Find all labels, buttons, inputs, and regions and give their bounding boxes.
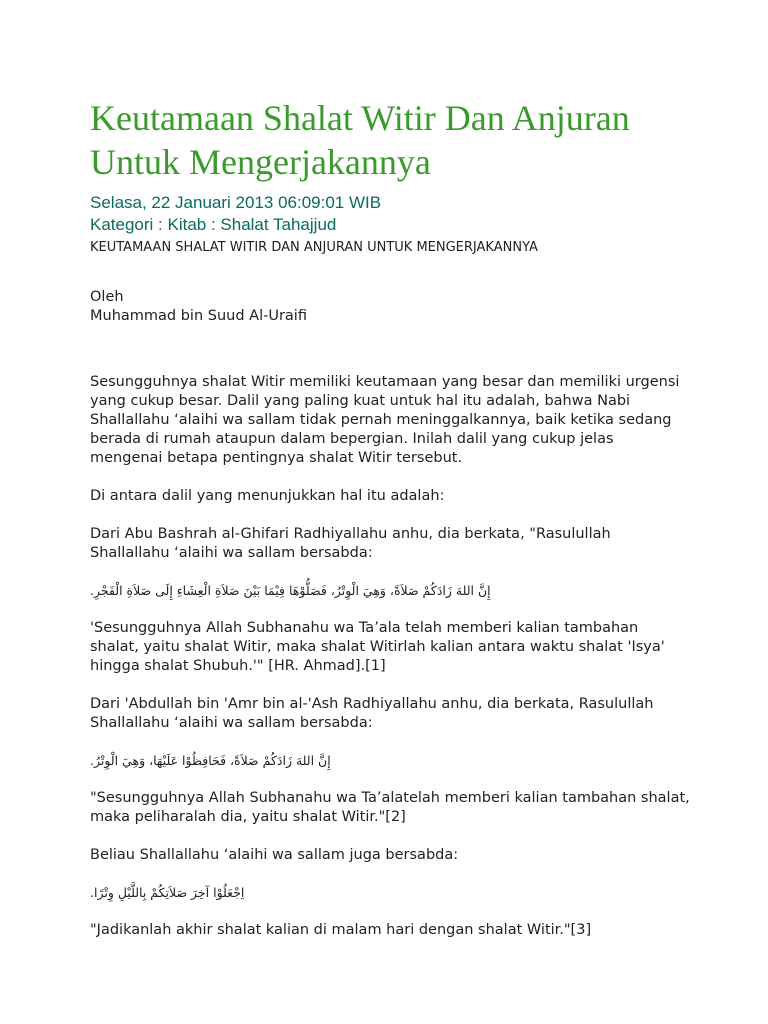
hadith1-translation: 'Sesungguhnya Allah Subhanahu wa Ta’ala telah memberi kalian tambahan shalat, yaitu shalat Witir, maka shalat Witirlah kalian antara waktu shalat 'Isya' hingga shalat Shubuh.'" [HR. Ahmad].[1] xyxy=(90,620,665,674)
hadith1-arabic: إِنَّ اللهَ زَادَكُمْ صَلاَةً، وَهِيَ الْوِتْرُ، فَصَلُّوْهَا فِيْمَا بَيْنَ صَلاَةِ الْعِشَاءِ إِلَى صَلاَةِ الْفَجْرِ. xyxy=(90,583,491,598)
hadith3-intro: Beliau Shallallahu ‘alaihi wa sallam juga bersabda: xyxy=(90,847,459,863)
author-name: Muhammad bin Suud Al-Uraifi xyxy=(90,308,307,324)
hadith2-translation: "Sesungguhnya Allah Subhanahu wa Ta’alatelah memberi kalian tambahan shalat, maka peliharalah dia, yaitu shalat Witir."[2] xyxy=(90,790,690,825)
dalil-intro-paragraph: Di antara dalil yang menunjukkan hal itu adalah: xyxy=(90,488,445,504)
hadith2-intro: Dari 'Abdullah bin 'Amr bin al-'Ash Radhiyallahu anhu, dia berkata, Rasulullah Shallallahu ‘alaihi wa sallam bersabda: xyxy=(90,696,654,731)
author-block xyxy=(90,288,690,326)
hadith3-arabic: اِجْعَلُوْا آخِرَ صَلاَتِكُمْ بِاللَّيْلِ وِتْرًا. xyxy=(90,885,245,900)
article-title: Keutamaan Shalat Witir Dan Anjuran Untuk Mengerjakannya xyxy=(90,98,630,182)
hadith1-intro: Dari Abu Bashrah al-Ghifari Radhiyallahu anhu, dia berkata, "Rasulullah Shallallahu ‘alaihi wa sallam bersabda: xyxy=(90,526,611,561)
article-category: Kategori : Kitab : Shalat Tahajjud xyxy=(90,215,337,234)
intro-paragraph: Sesungguhnya shalat Witir memiliki keutamaan yang besar dan memiliki urgensi yang cukup besar. Dalil yang paling kuat untuk hal itu adalah, bahwa Nabi Shallallahu ‘alaihi wa sallam tidak pernah meninggalkannya, baik ketika sedang berada di rumah ataupun dalam bepergian. Inilah dalil yang cukup jelas mengenai betapa pentingnya shalat Witir tersebut. xyxy=(90,374,680,466)
article-date: Selasa, 22 Januari 2013 06:09:01 WIB xyxy=(90,193,382,212)
hadith2-arabic: إِنَّ اللهَ زَادَكُمْ صَلاَةً، فَحَافِظُوْا عَلَيْهَا، وَهِيَ الْوِتْرُ. xyxy=(90,753,331,768)
hadith3-translation: "Jadikanlah akhir shalat kalian di malam hari dengan shalat Witir."[3] xyxy=(90,922,592,938)
article-caps-title: KEUTAMAAN SHALAT WITIR DAN ANJURAN UNTUK MENGERJAKANNYA xyxy=(90,240,538,255)
author-prefix: Oleh xyxy=(90,289,124,305)
article-body xyxy=(90,96,690,940)
